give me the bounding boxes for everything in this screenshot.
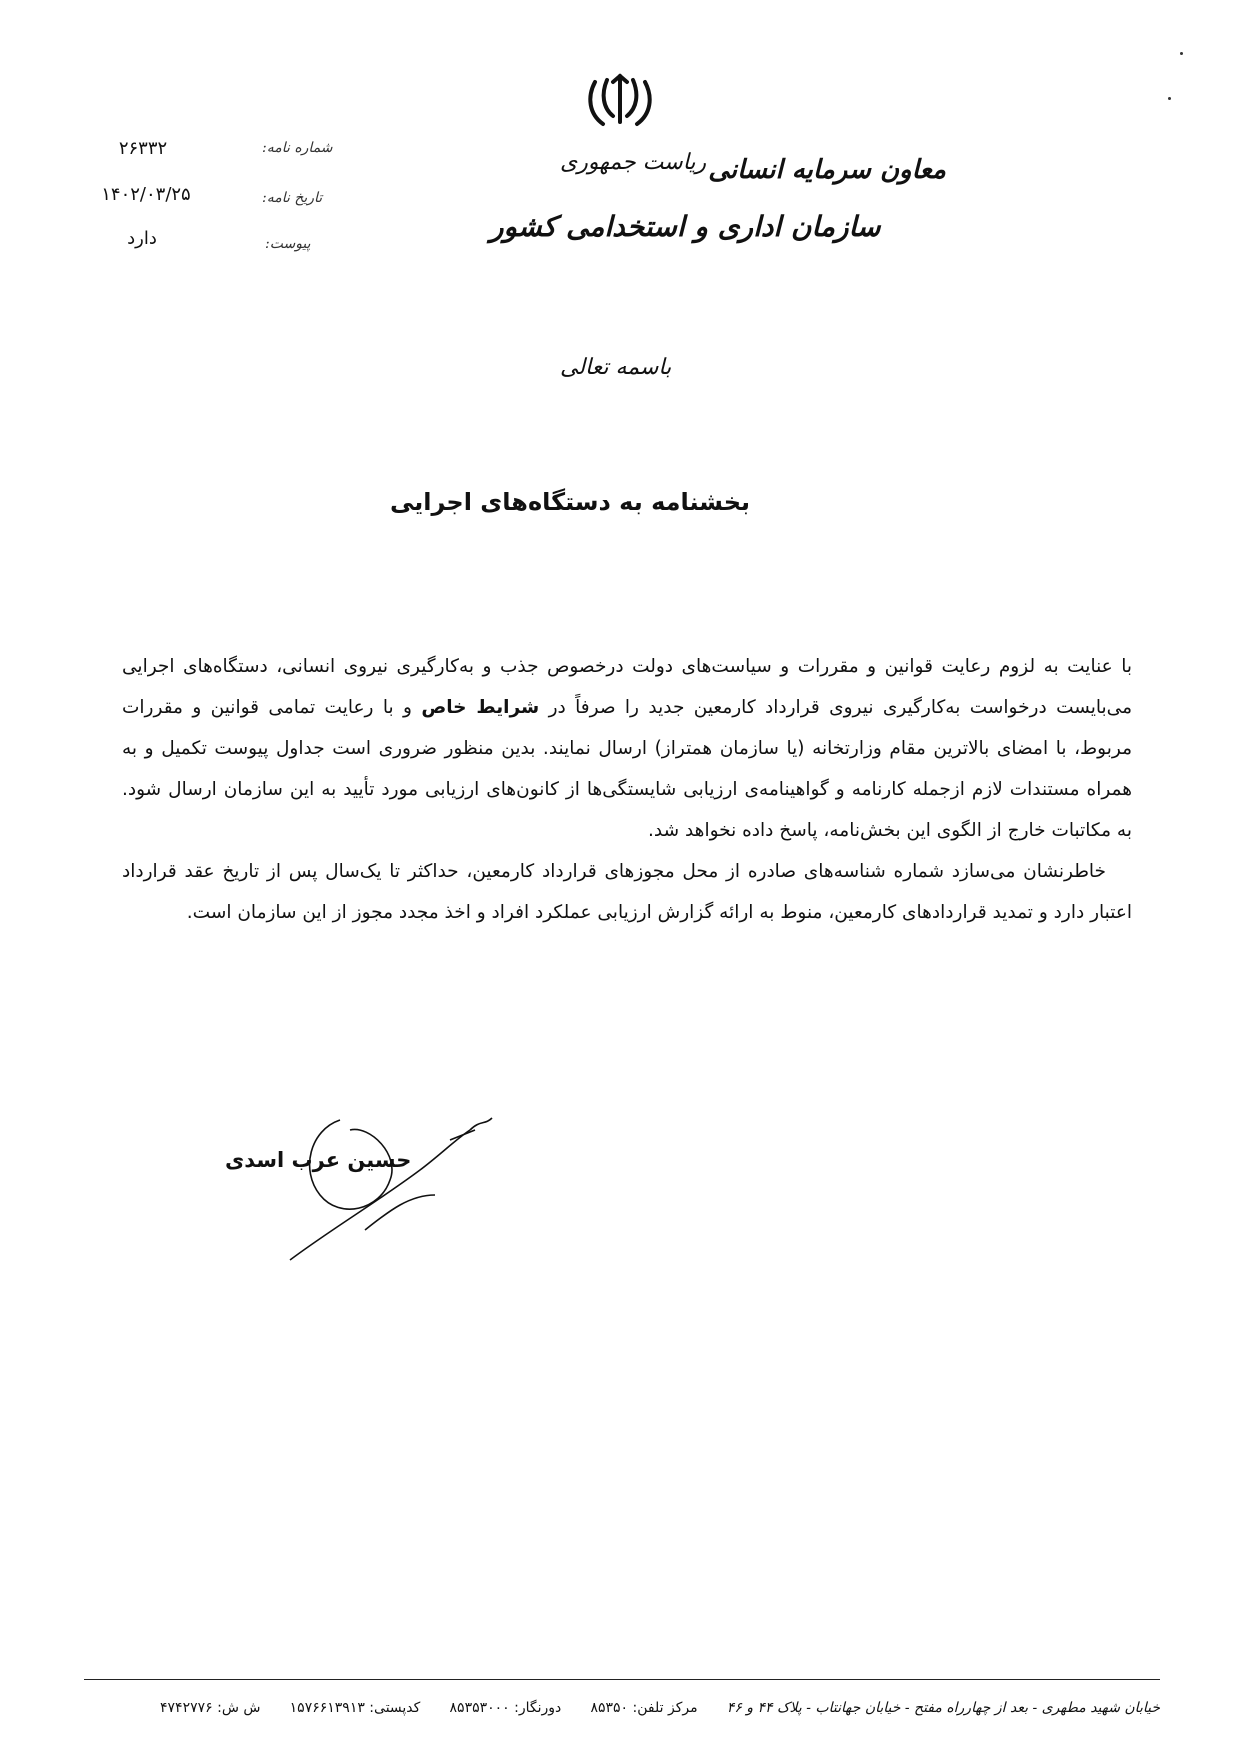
footer-phone: مرکز تلفن: ۸۵۳۵۰	[590, 1700, 698, 1716]
invocation: باسمه تعالی	[560, 355, 672, 380]
attachment-label: پیوست:	[265, 236, 311, 252]
body-paragraph-2: خاطرنشان می‌سازد شماره شناسه‌های صادره از محل مجوزهای قرارداد کارمعین، حداکثر تا یک‌سال پس از تاریخ عقد قرارداد اعتبار دارد و تمدید قراردادهای کارمعین، منوط به ارائه گزارش ارزیابی عملکرد افراد و اخذ مجدد مجوز از این سازمان است.	[122, 861, 1132, 923]
letter-body	[122, 646, 1132, 933]
footer-fax: دورنگار: ۸۵۳۵۳۰۰۰	[449, 1700, 562, 1716]
attachment-value: دارد	[127, 228, 157, 249]
scan-speck	[1180, 52, 1183, 55]
body-p1-emphasis: شرایط خاص	[421, 697, 540, 718]
footer-national-id: ش ش: ۴۷۴۲۷۷۶	[160, 1700, 261, 1716]
page-title: بخشنامه به دستگاه‌های اجرایی	[389, 488, 751, 516]
signer-name: حسین عرب اسدی	[225, 1148, 412, 1172]
unit-title: معاون سرمایه انسانی	[708, 155, 946, 185]
signature	[270, 1100, 500, 1270]
footer-divider	[84, 1679, 1160, 1680]
iran-emblem-icon	[585, 72, 655, 132]
body-p1-part-b: و با رعایت تمامی قوانین و مقررات مربوط، با امضای بالاترین مقام وزارتخانه (یا سازمان همتراز) ارسال نمایند. بدین منظور ضروری است جداول پیوست تکمیل و به همراه مستندات لازم ازجمله کارنامه و گواهینامه‌ی ارزیابی شایستگی‌ها از کانون‌های ارزیابی مورد تأیید به این سازمان ارسال شود. به مکاتبات خارج از الگوی این بخش‌نامه، پاسخ داده نخواهد شد.	[122, 697, 1132, 841]
body-p1-part-a: با عنایت به لزوم رعایت قوانین و مقررات و سیاست‌های دولت درخصوص جذب و به‌کارگیری نیروی انسانی، دستگاه‌های اجرایی می‌بایست درخواست به‌کارگیری نیروی قرارداد کارمعین جدید را صرفاً در	[122, 656, 1133, 718]
footer	[160, 1692, 1160, 1724]
footer-postal-code: کدپستی: ۱۵۷۶۶۱۳۹۱۳	[289, 1700, 421, 1716]
letter-date-label: تاریخ نامه:	[262, 190, 323, 206]
body-paragraph-1	[122, 646, 1132, 851]
letter-number-label: شماره نامه:	[262, 140, 333, 156]
letter-date-value: ۱۴۰۲/۰۳/۲۵	[101, 184, 191, 205]
scan-speck	[1168, 97, 1171, 100]
presidency-title: ریاست جمهوری	[560, 150, 707, 175]
footer-address: خیابان شهید مطهری - بعد از چهارراه مفتح - خیابان جهانتاب - پلاک ۴۴ و ۴۶	[726, 1700, 1160, 1716]
letter-number-value: ۲۶۳۳۲	[118, 138, 168, 159]
organization-title: سازمان اداری و استخدامی کشور	[490, 210, 881, 243]
